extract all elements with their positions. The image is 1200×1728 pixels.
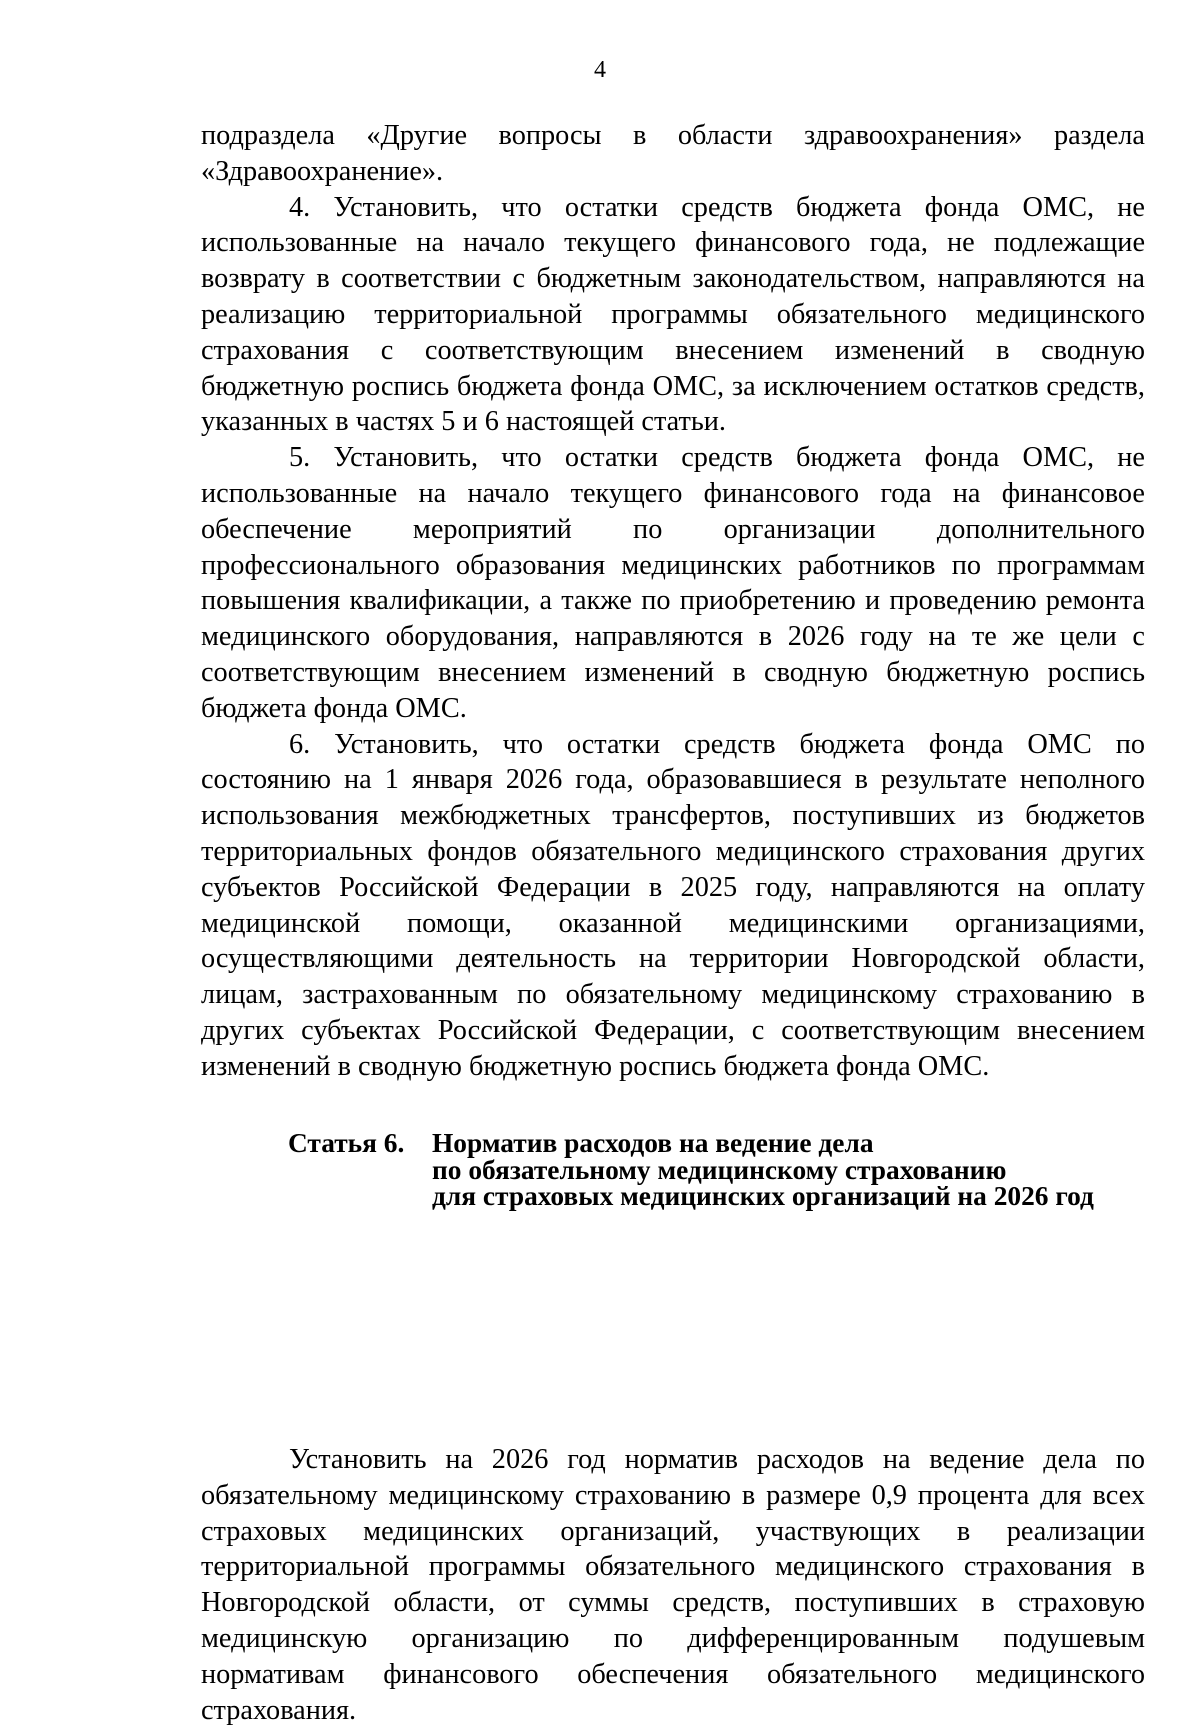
paragraph-continuation: подраздела «Другие вопросы в области здравоохранения» раздела «Здравоохранение». [201, 120, 1145, 187]
paragraph-5: 5. Установить, что остатки средств бюджета фонда ОМС, не использованные на начало текущего финансового года на финансовое обеспечение мероприятий по организации дополнительного профессионального образования медицинских работников по программам повышения квалификации, а также по приобретению и проведению ремонта медицинского оборудования, направляются в 2026 году на те же цели с соответствующим внесением изменений в сводную бюджетную роспись бюджета фонда ОМС. [201, 442, 1145, 724]
article-title-line: для страховых медицинских организаций на 2026 год [432, 1181, 1094, 1211]
article-body [201, 1442, 1145, 1728]
page-number: 4 [594, 57, 606, 83]
article-title-line: по обязательному медицинскому страхованию [432, 1154, 1007, 1185]
document-body [201, 118, 1145, 1085]
paragraph-6: 6. Установить, что остатки средств бюджета фонда ОМС по состоянию на 1 января 2026 года, образовавшиеся в результате неполного использования межбюджетных трансфертов, поступивших из бюджетов территориальных фондов обязательного медицинского страхования других субъектов Российской Федерации в 2025 году, направляются на оплату медицинской помощи, оказанной медицинскими организациями, осуществляющими деятельность на территории Новгородской области, лицам, застрахованным по обязательному медицинскому страхованию в других субъектах Российской Федерации, с соответствующим внесением изменений в сводную бюджетную роспись бюджета фонда ОМС. [201, 728, 1145, 1082]
article-title [432, 1130, 1094, 1210]
article-paragraph: Установить на 2026 год норматив расходов на ведение дела по обязательному медицинскому страхованию в размере 0,9 процента для всех страховых медицинских организаций, участвующих в реализации территориальной программы обязательного медицинского страхования в Новгородской области, от суммы средств, поступивших в страховую медицинскую организацию по дифференцированным подушевым нормативам финансового обеспечения обязательного медицинского страхования. [201, 1444, 1145, 1726]
article-label: Статья 6. [288, 1128, 405, 1158]
paragraph-4: 4. Установить, что остатки средств бюджета фонда ОМС, не использованные на начало текущего финансового года, не подлежащие возврату в соответствии с бюджетным законодательством, направляются на реализацию территориальной программы обязательного медицинского страхования с соответствующим внесением изменений в сводную бюджетную роспись бюджета фонда ОМС, за исключением остатков средств, указанных в частях 5 и 6 настоящей статьи. [201, 191, 1145, 438]
article-title-line: Норматив расходов на ведение дела [432, 1128, 874, 1158]
